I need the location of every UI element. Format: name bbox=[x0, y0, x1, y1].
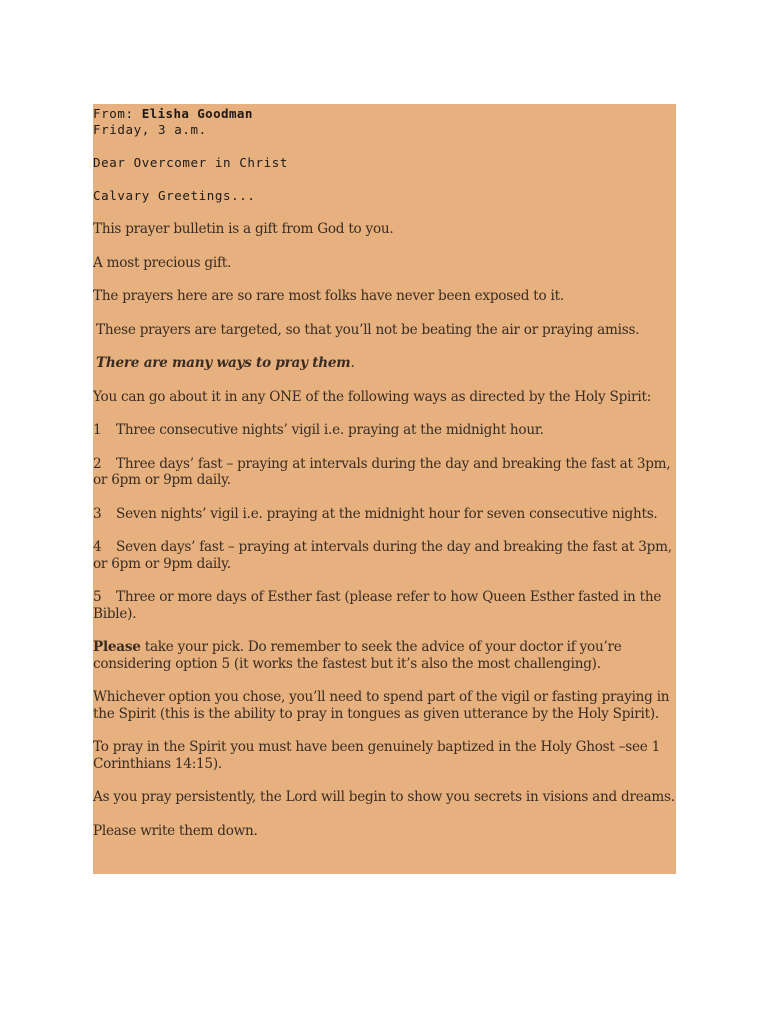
paragraph-gift: This prayer bulletin is a gift from God to you. bbox=[93, 221, 394, 237]
option-number: 3 bbox=[93, 505, 102, 522]
option-text: Seven days’ fast – praying at intervals during the day and breaking the fast at 3pm, or 6pm or 9pm daily. bbox=[93, 539, 672, 572]
date-line: Friday, 3 a.m. bbox=[93, 122, 207, 137]
option-item bbox=[93, 422, 676, 439]
option-item bbox=[93, 589, 676, 622]
option-number: 4 bbox=[93, 539, 102, 555]
option-text: Three days’ fast – praying at intervals during the day and breaking the fast at 3pm, or 6pm or 9pm daily. bbox=[93, 455, 671, 488]
option-number: 1 bbox=[93, 422, 102, 438]
from-line bbox=[93, 106, 676, 122]
option-item bbox=[93, 506, 676, 523]
document-page bbox=[93, 104, 676, 874]
option-text: Three or more days of Esther fast (please refer to how Queen Esther fasted in the Bible). bbox=[93, 589, 662, 622]
many-ways-period: . bbox=[350, 355, 355, 371]
pick-text: take your pick. Do remember to seek the advice of your doctor if you’re considering option 5 (it works the fastest but it’s also the most challenging). bbox=[93, 639, 622, 672]
option-item bbox=[93, 456, 676, 489]
paragraph-many-ways bbox=[93, 355, 676, 372]
paragraph-whichever: Whichever option you chose, you’ll need to spend part of the vigil or fasting praying in the Spirit (this is the ability to pray in tongues as given utterance by the Holy Spirit). bbox=[93, 689, 670, 722]
option-text: Three consecutive nights’ vigil i.e. praying at the midnight hour. bbox=[116, 422, 544, 438]
paragraph-write-down: Please write them down. bbox=[93, 822, 258, 839]
paragraph-precious: A most precious gift. bbox=[93, 254, 232, 271]
option-item bbox=[93, 539, 676, 572]
paragraph-pray-spirit: To pray in the Spirit you must have been genuinely baptized in the Holy Ghost –see 1 Corinthians 14:15). bbox=[93, 739, 661, 772]
option-text: Seven nights’ vigil i.e. praying at the midnight hour for seven consecutive nights. bbox=[116, 505, 658, 522]
option-number: 2 bbox=[93, 455, 102, 472]
greeting: Calvary Greetings... bbox=[93, 188, 256, 203]
paragraph-options-intro: You can go about it in any ONE of the following ways as directed by the Holy Spirit: bbox=[93, 388, 652, 405]
sender-name: Elisha Goodman bbox=[141, 106, 253, 121]
paragraph-pick bbox=[93, 639, 676, 672]
salutation: Dear Overcomer in Christ bbox=[93, 155, 289, 170]
from-label: From: bbox=[93, 106, 134, 121]
paragraph-rare: The prayers here are so rare most folks have never been exposed to it. bbox=[93, 288, 564, 304]
please-bold: Please bbox=[93, 639, 141, 655]
paragraph-targeted: These prayers are targeted, so that you’ll not be beating the air or praying amiss. bbox=[96, 321, 640, 338]
option-number: 5 bbox=[93, 589, 102, 605]
many-ways-emphasis: There are many ways to pray them bbox=[96, 355, 351, 371]
paragraph-persistently: As you pray persistently, the Lord will begin to show you secrets in visions and dreams. bbox=[93, 789, 675, 805]
